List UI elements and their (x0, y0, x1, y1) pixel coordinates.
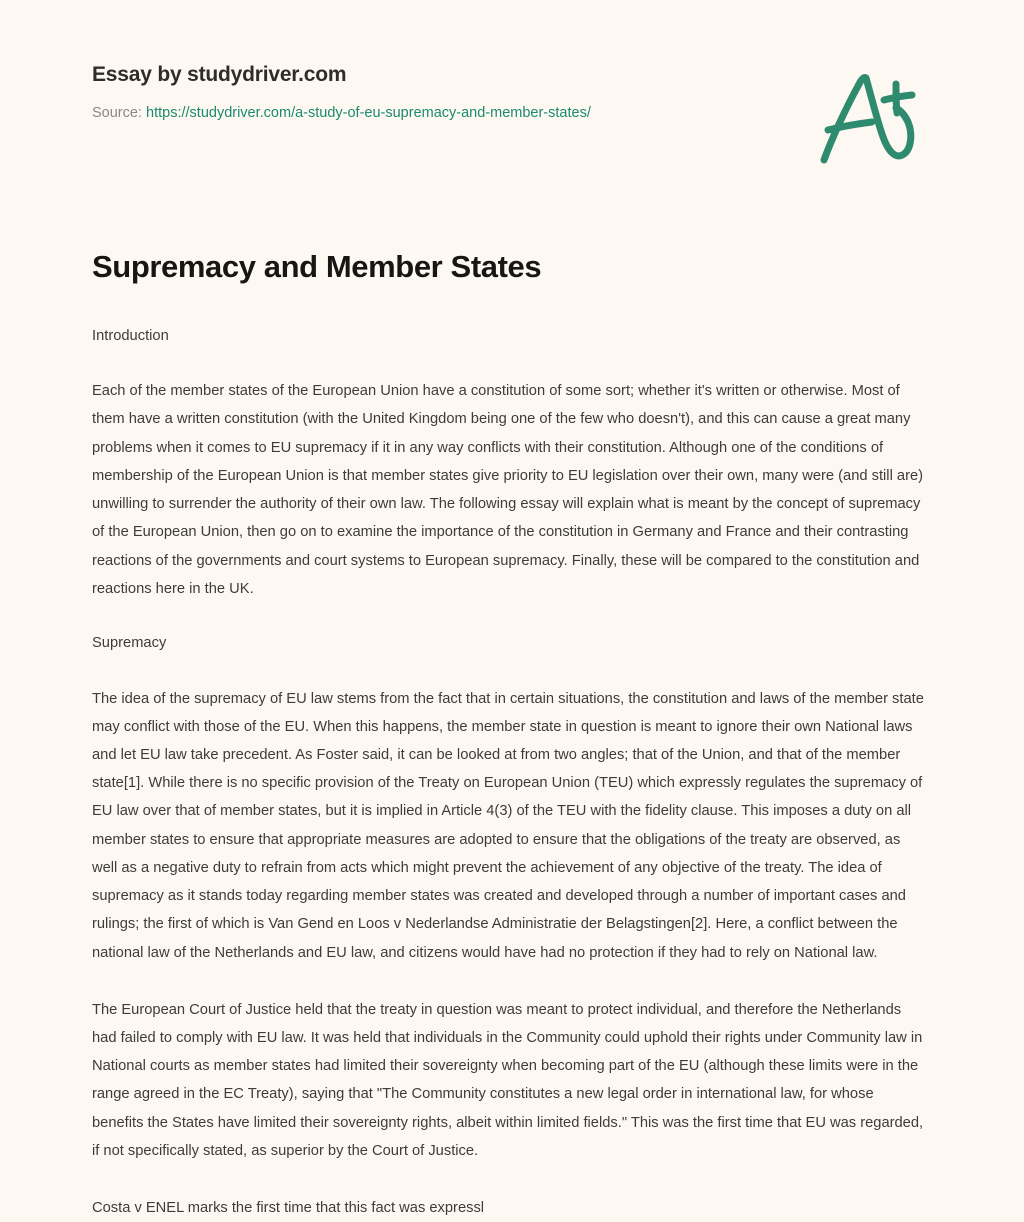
article-body (92, 248, 928, 1222)
page-header (92, 62, 932, 123)
section-label-introduction: Introduction (92, 327, 169, 344)
page-title: Supremacy and Member States (92, 249, 542, 284)
source-url-link[interactable]: https://studydriver.com/a-study-of-eu-supremacy-and-member-states/ (146, 105, 591, 122)
source-label: Source: (92, 105, 142, 122)
paragraph-costa-v-enel-truncated: Costa v ENEL marks the first time that this fact was expressl (92, 1200, 485, 1217)
paragraph-introduction: Each of the member states of the European Union have a constitution of some sort; whether it's written or otherwise. Most of them have a written constitution (with the United Kingdom being one of the few who doesn't), and this can cause a great many problems when it comes to EU supremacy if it in any way conflicts with their constitution. Although one of the conditions of membership of the European Union is that member states give priority to EU legislation over their own, many were (and still are) unwilling to surrender the authority of their own law. The following essay will explain what is meant by the concept of supremacy of the European Union, then go on to examine the importance of the constitution in Germany and France and their contrasting reactions of the governments and court systems to European supremacy. Finally, these will be compared to the constitution and reactions here in the UK. (92, 383, 924, 597)
a-plus-logo-icon (812, 66, 920, 170)
source-line (92, 104, 932, 123)
paragraph-supremacy-one: The idea of the supremacy of EU law stems from the fact that in certain situations, the constitution and laws of the member state may conflict with those of the EU. When this happens, the member state in question is meant to ignore their own National laws and let EU law take precedent. As Foster said, it can be looked at from two angles; that of the Union, and that of the member state[1]. While there is no specific provision of the Treaty on European Union (TEU) which expressly regulates the supremacy of EU law over that of member states, but it is implied in Article 4(3) of the TEU with the fidelity clause. This imposes a duty on all member states to ensure that appropriate measures are adopted to ensure that the obligations of the treaty are observed, as well as a negative duty to refrain from acts which might prevent the achievement of any objective of the treaty. The idea of supremacy as it stands today regarding member states was created and developed through a number of important cases and rulings; the first of which is Van Gend en Loos v Nederlandse Administratie der Belagstingen[2]. Here, a conflict between the national law of the Netherlands and EU law, and citizens would have had no protection if they had to rely on National law. (92, 690, 924, 961)
section-label-supremacy: Supremacy (92, 635, 167, 652)
paragraph-ecj-ruling: The European Court of Justice held that the treaty in question was meant to protect individual, and therefore the Netherlands had failed to comply with EU law. It was held that individuals in the Community could uphold their rights under Community law in National courts as member states had limited their sovereignty when becoming part of the EU (although these limits were in the range agreed in the EC Treaty), saying that "The Community constitutes a new legal order in international law, for whose benefits the States have limited their sovereignty rights, albeit within limited fields." This was the first time that EU was regarded, if not specifically stated, as superior by the Court of Justice. (92, 1001, 924, 1159)
brand-title: Essay by studydriver.com (92, 63, 347, 86)
